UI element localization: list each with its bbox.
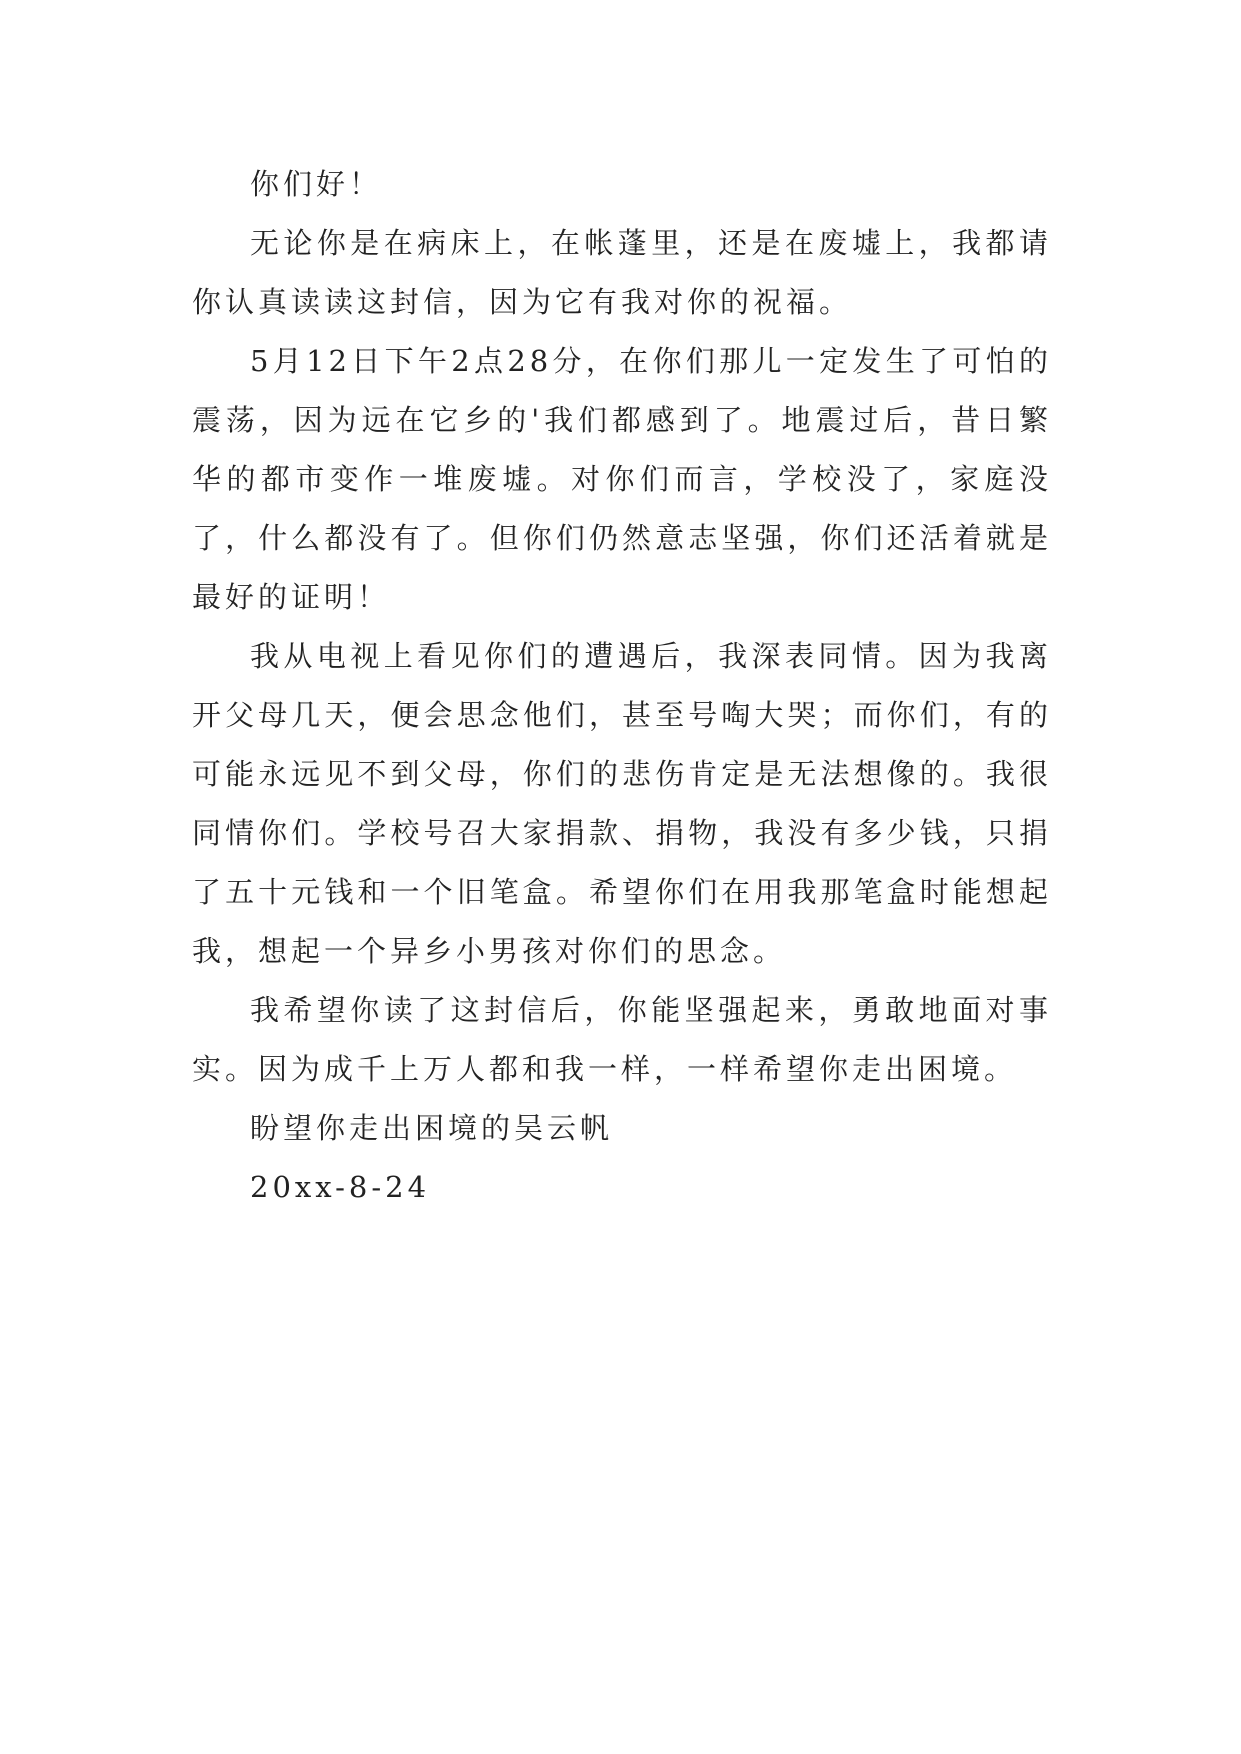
letter-date: 20xx-8-24 [250, 1170, 431, 1204]
letter-paragraph-4: 我希望你读了这封信后，你能坚强起来，勇敢地面对事实。因为成千上万人都和我一样，一样希望你走出困境。 [192, 993, 1052, 1086]
letter-paragraph-3: 我从电视上看见你们的遭遇后，我深表同情。因为我离开父母几天，便会思念他们，甚至号啕大哭；而你们，有的可能永远见不到父母，你们的悲伤肯定是无法想像的。我很同情你们。学校号召大家捐款、捐物，我没有多少钱，只捐了五十元钱和一个旧笔盒。希望你们在用我那笔盒时能想起我，想起一个异乡小男孩对你们的思念。 [192, 639, 1052, 968]
letter-paragraph-2: 5月12日下午2点28分，在你们那儿一定发生了可怕的震荡，因为远在它乡的'我们都感到了。地震过后，昔日繁华的都市变作一堆废墟。对你们而言，学校没了，家庭没了，什么都没有了。但你们仍然意志坚强，你们还活着就是最好的证明！ [192, 344, 1052, 614]
letter-greeting: 你们好！ [250, 167, 383, 201]
letter-body [192, 155, 1052, 1217]
letter-signature: 盼望你走出困境的吴云帆 [250, 1111, 614, 1145]
letter-paragraph-1: 无论你是在病床上，在帐蓬里，还是在废墟上，我都请你认真读读这封信，因为它有我对你的祝福。 [192, 226, 1052, 319]
